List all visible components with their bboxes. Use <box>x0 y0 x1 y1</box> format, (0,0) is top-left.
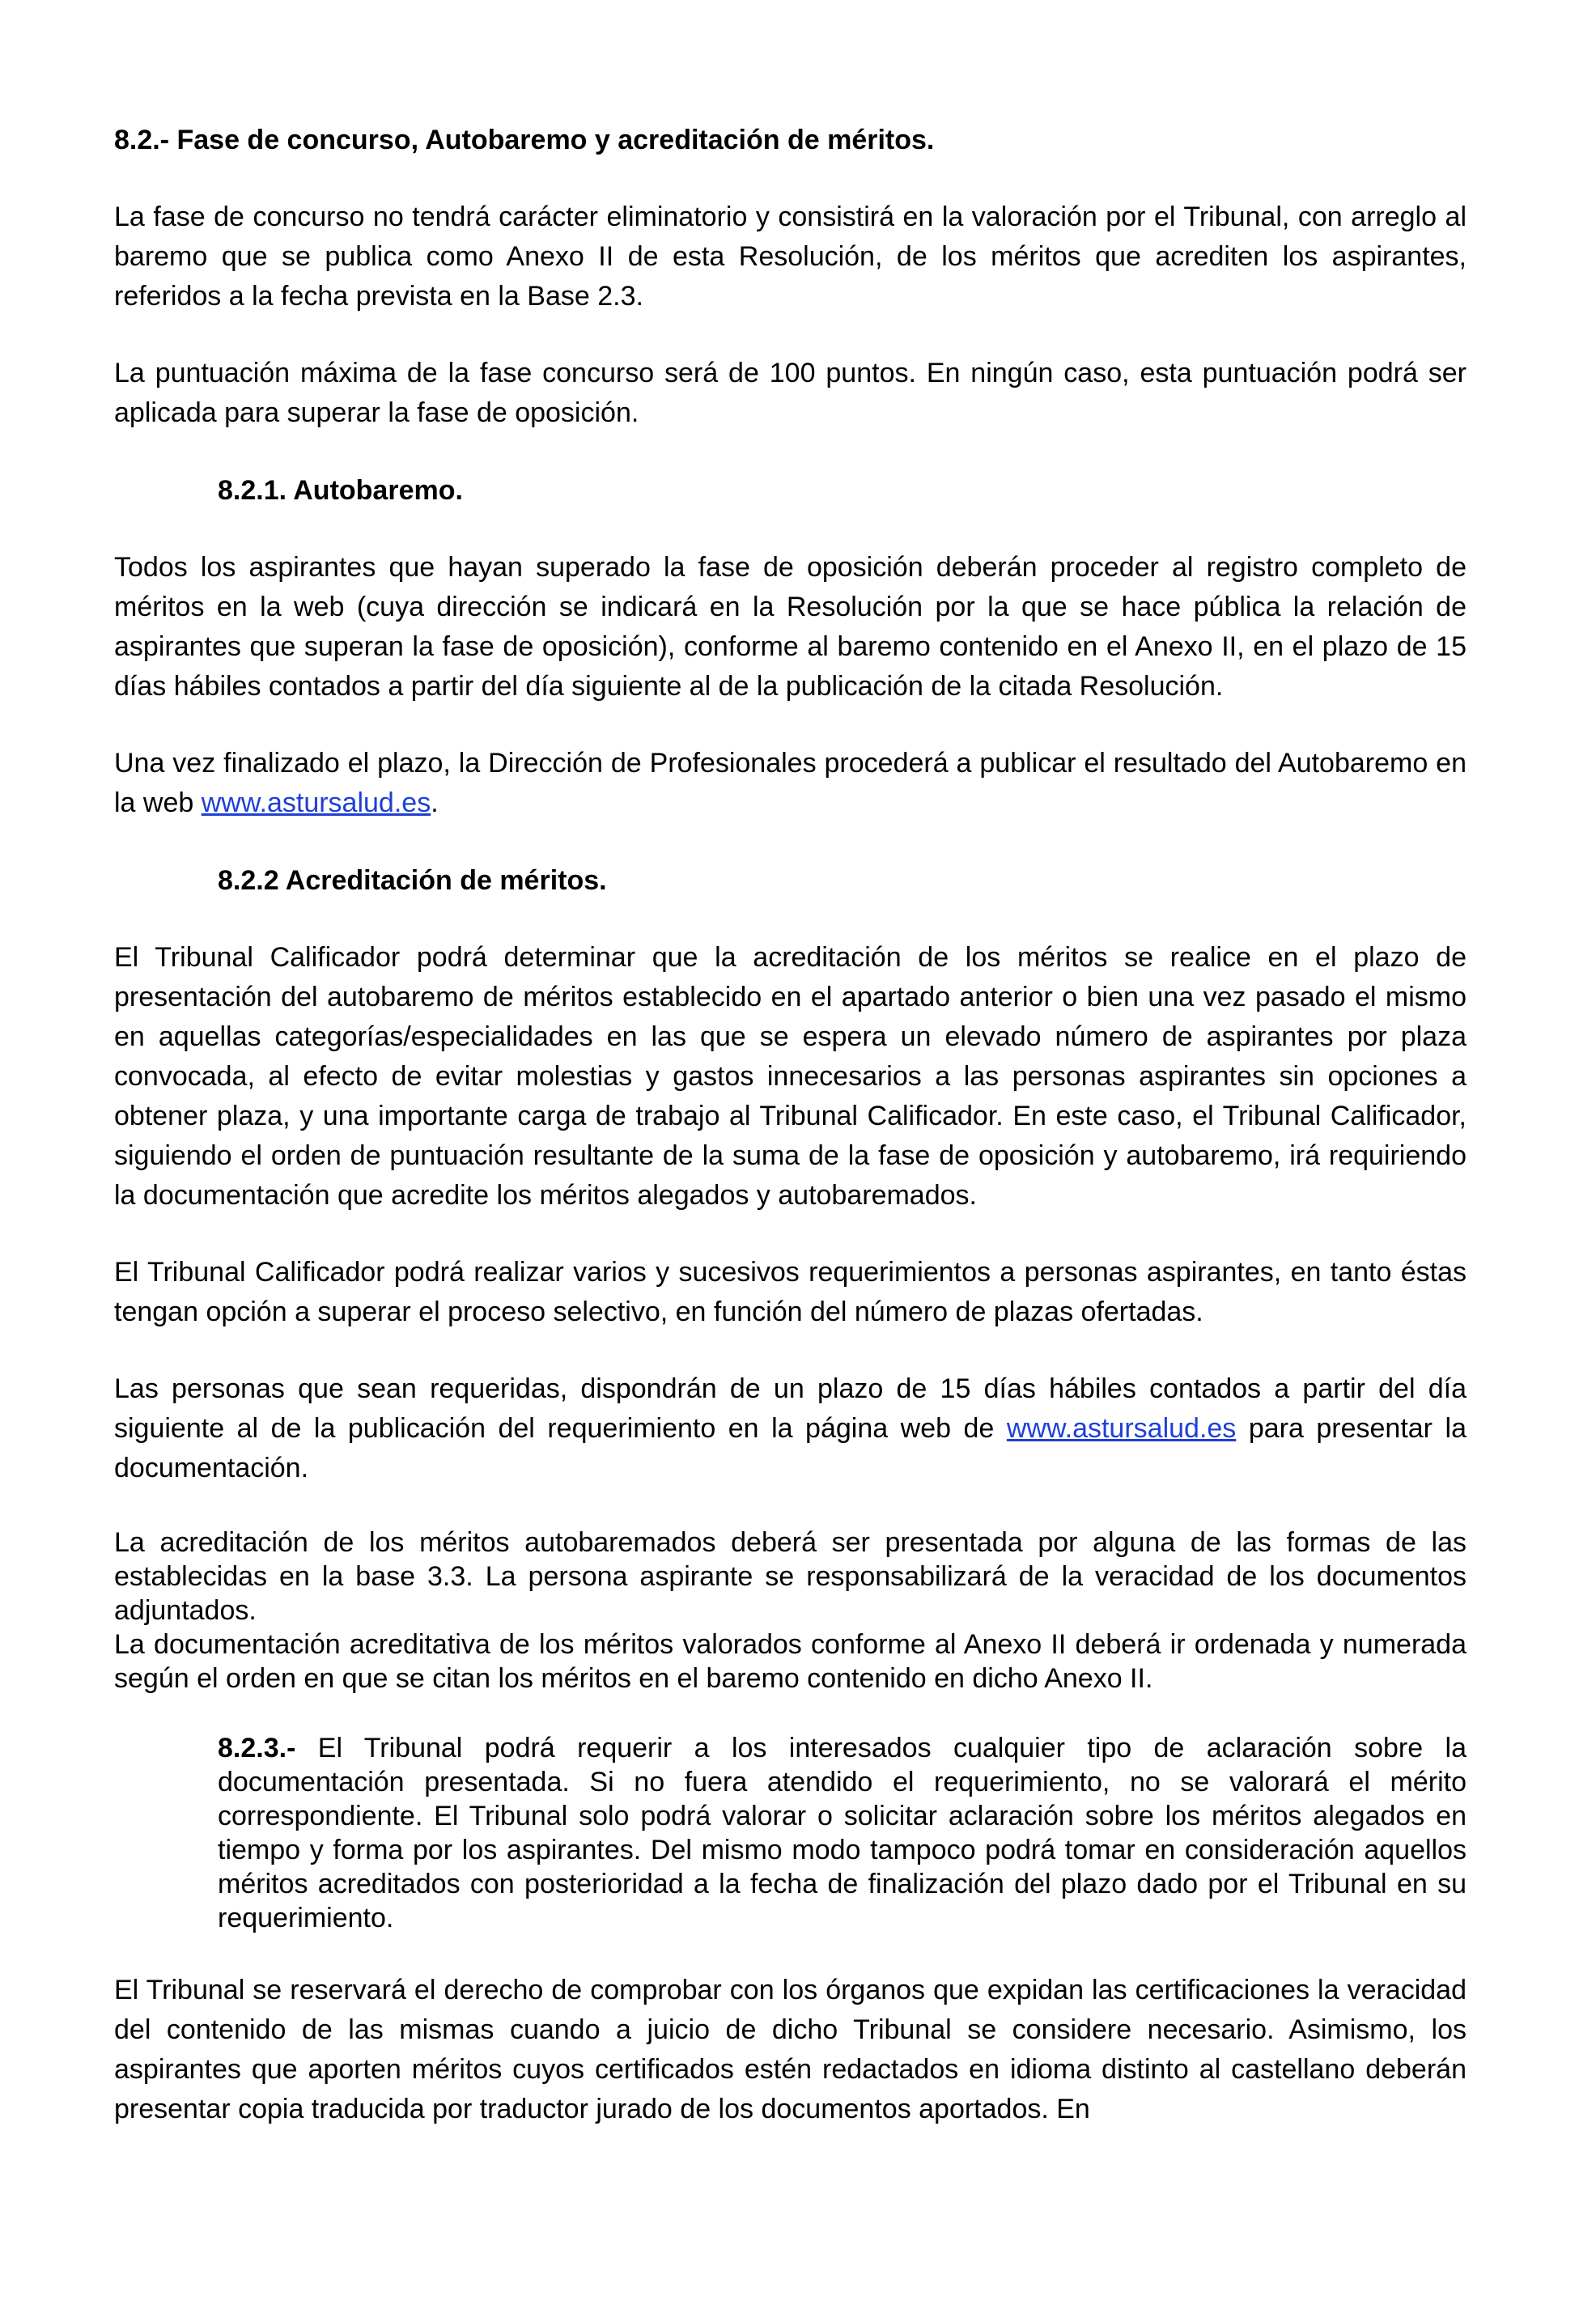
paragraph-requerimientos: El Tribunal Calificador podrá realizar varios y sucesivos requerimientos a personas aspirantes, en tanto éstas tengan opción a superar el proceso selectivo, en función del número de plazas ofertadas. <box>114 1257 1467 1327</box>
astursalud-link[interactable]: www.astursalud.es <box>201 787 431 818</box>
subsection-title-acreditacion: 8.2.2 Acreditación de méritos. <box>218 865 607 896</box>
paragraph-formas-presentacion: La acreditación de los méritos autobaremados deberá ser presentada por alguna de las formas de las establecidas en la base 3.3. La persona aspirante se responsabilizará de la veracidad de los documentos adjuntados. <box>114 1527 1467 1626</box>
section-title: 8.2.- Fase de concurso, Autobaremo y acreditación de méritos. <box>114 125 935 155</box>
astursalud-link[interactable]: www.astursalud.es <box>1006 1413 1237 1444</box>
paragraph-puntuacion-maxima: La puntuación máxima de la fase concurso será de 100 puntos. En ningún caso, esta puntuación podrá ser aplicada para superar la fase de oposición. <box>114 358 1467 428</box>
paragraph-fase-concurso: La fase de concurso no tendrá carácter eliminatorio y consistirá en la valoración por el Tribunal, con arreglo al baremo que se publica como Anexo II de esta Resolución, de los méritos que acrediten los aspirantes, referidos a la fecha prevista en la Base 2.3. <box>114 202 1467 312</box>
text-segment: El Tribunal podrá requerir a los interesados cualquier tipo de aclaración sobre la documentación presentada. Si no fuera atendido el requerimiento, no se valorará el mérito correspondiente. El Tribunal solo podrá valorar o solicitar aclaración sobre los méritos alegados en tiempo y forma por los aspirantes. Del mismo modo tampoco podrá tomar en consideración aquellos méritos acreditados con posterioridad a la fecha de finalización del plazo dado por el Tribunal en su requerimiento. <box>218 1733 1467 1933</box>
paragraph-registro-meritos: Todos los aspirantes que hayan superado la fase de oposición deberán proceder al registro completo de méritos en la web (cuya dirección se indicará en la Resolución por la que se hace pública la relación de aspirantes que superan la fase de oposición), conforme al baremo contenido en el Anexo II, en el plazo de 15 días hábiles contados a partir del día siguiente al de la publicación de la citada Resolución. <box>114 552 1467 702</box>
paragraph-tribunal-determinar: El Tribunal Calificador podrá determinar que la acreditación de los méritos se realice en el plazo de presentación del autobaremo de méritos establecido en el apartado anterior o bien una vez pasado el mismo en aquellas categorías/especialidades en las que se espera un elevado número de aspirantes por plaza convocada, al efecto de evitar molestias y gastos innecesarios a las personas aspirantes sin opciones a obtener plaza, y una importante carga de trabajo al Tribunal Calificador. En este caso, el Tribunal Calificador, siguiendo el orden de puntuación resultante de la suma de la fase de oposición y autobaremo, irá requiriendo la documentación que acredite los méritos alegados y autobaremados. <box>114 942 1467 1211</box>
text-segment: Las personas que sean requeridas, dispondrán de un plazo de 15 días hábiles contados a partir del día siguiente al de la publicación del requerimiento en la página web de <box>114 1373 1467 1444</box>
paragraph-resultado-autobaremo <box>114 744 1467 823</box>
paragraph-aclaracion <box>114 1731 1467 1935</box>
text-segment: Una vez finalizado el plazo, la Dirección de Profesionales procederá a publicar el resultado del Autobaremo en la web <box>114 748 1467 818</box>
text-segment: para presentar la documentación. <box>114 1413 1467 1483</box>
paragraph-comprobacion: El Tribunal se reservará el derecho de comprobar con los órganos que expidan las certificaciones la veracidad del contenido de las mismas cuando a juicio de dicho Tribunal se considere necesario. Asimismo, los aspirantes que aporten méritos cuyos certificados estén redactados en idioma distinto al castellano deberán presentar copia traducida por traductor jurado de los documentos aportados. En <box>114 1975 1467 2124</box>
text-segment: . <box>431 787 439 818</box>
subsection-label: 8.2.3.- <box>218 1733 296 1763</box>
paragraph-documentacion-ordenada: La documentación acreditativa de los méritos valorados conforme al Anexo II deberá ir ordenada y numerada según el orden en que se citan los méritos en el baremo contenido en dicho Anexo II. <box>114 1629 1467 1694</box>
paragraph-plazo-requeridas <box>114 1369 1467 1488</box>
subsection-title-autobaremo: 8.2.1. Autobaremo. <box>218 475 463 506</box>
